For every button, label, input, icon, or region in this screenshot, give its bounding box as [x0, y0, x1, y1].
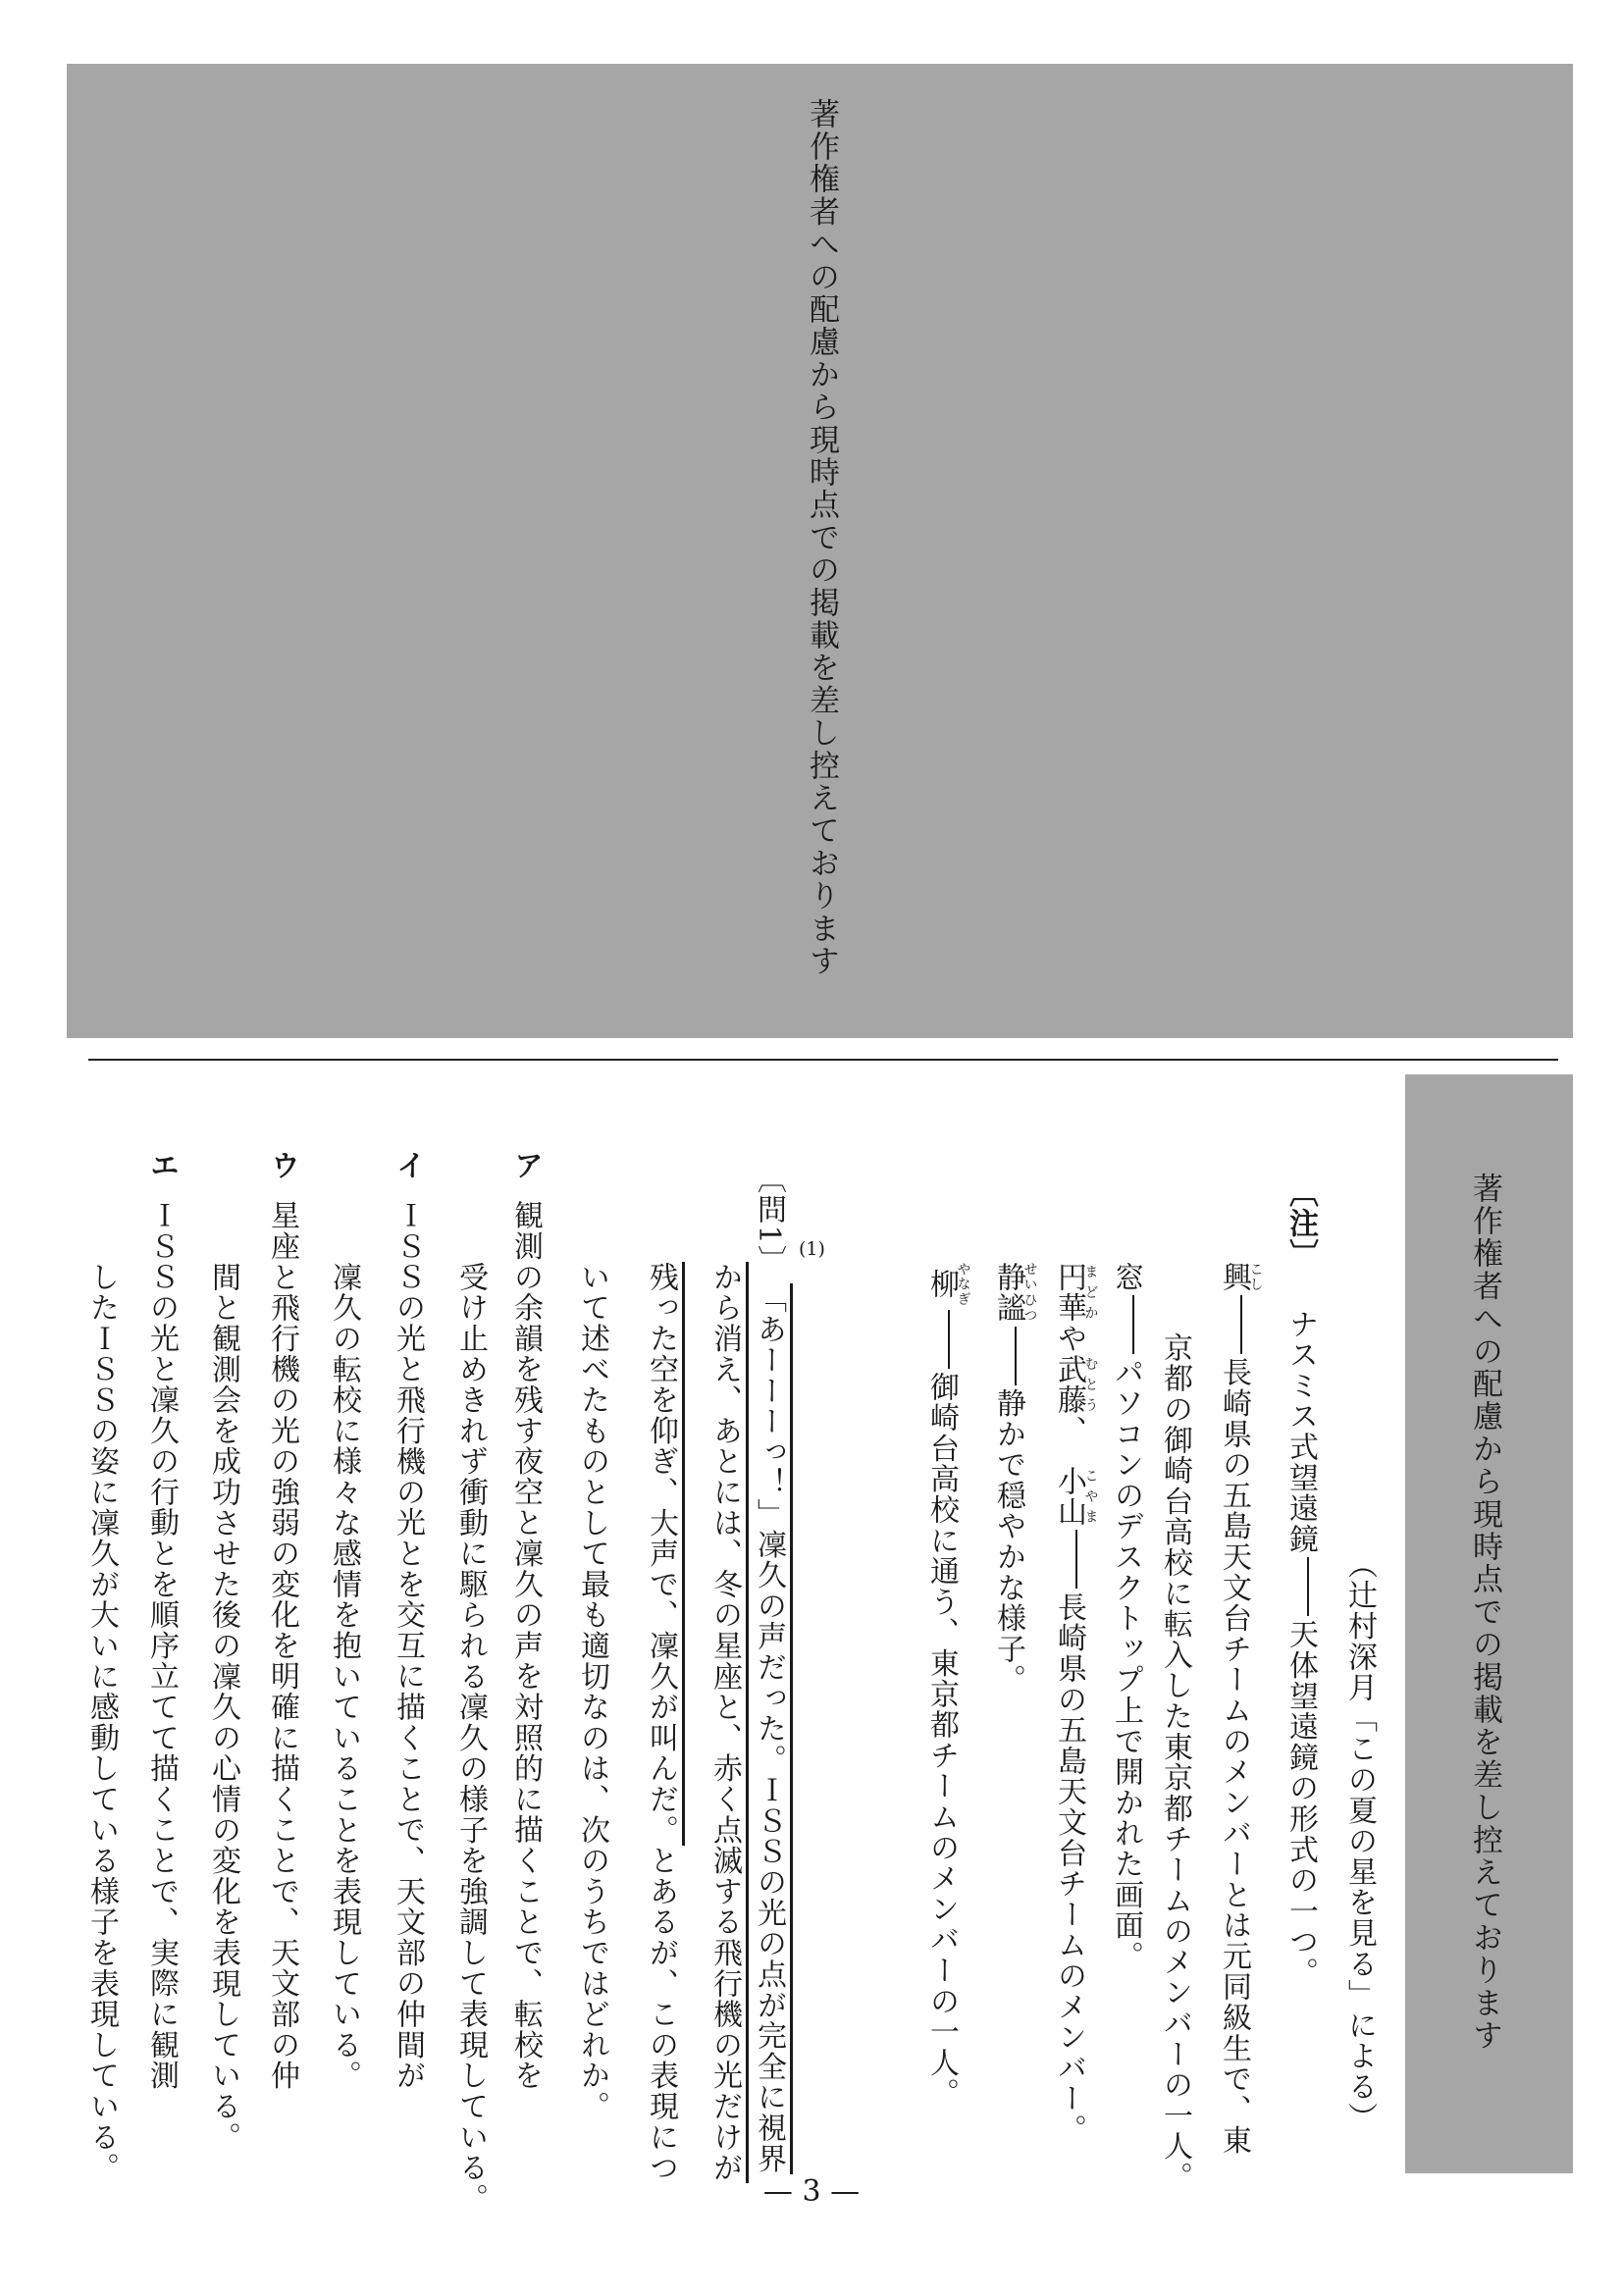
note-desc: 御崎台高校に通う、東京都チームのメンバーの一人。 — [924, 1371, 959, 2110]
underlined-passage: 「あーーーっ！」凜久の声だった。ＩＳＳの光の点が完全に視界 — [752, 1283, 793, 2174]
question-text-line — [707, 1262, 741, 2183]
divider — [88, 1059, 1558, 1061]
dash — [1132, 1295, 1134, 1354]
note-desc: パソコンのデスクトップ上で開かれた画面。 — [1109, 1357, 1143, 1972]
question-label: 〔問1〕 — [752, 1164, 786, 1277]
note-item — [924, 1262, 970, 2109]
choice-label: ウ — [265, 1150, 299, 1181]
underlined-passage: から消え、あとには、冬の星座と、赤く点滅する飛行機の光だけが — [707, 1262, 749, 2183]
note-item — [1109, 1262, 1148, 1971]
redacted-image-block — [67, 64, 1573, 1038]
page-number: — 3 — — [762, 2174, 861, 2209]
redaction-notice: 著作権者への配慮から現時点での掲載を差し控えております — [804, 98, 839, 978]
note-desc: 静かで穏やかな様子。 — [991, 1387, 1025, 1696]
choice-e-continued: したＩＳＳの姿に凜久が大いに感動している様子を表現している。 — [84, 1262, 119, 2183]
dash — [1307, 1557, 1309, 1616]
note-term: 興こし — [1217, 1262, 1264, 1293]
underlined-passage: 残った空を仰ぎ、大声で、凜久が叫んだ。 — [644, 1262, 685, 1846]
choice-label: イ — [391, 1150, 425, 1181]
dash — [1240, 1295, 1242, 1354]
choice-label: エ — [144, 1150, 179, 1181]
note-item — [991, 1262, 1037, 1696]
choice-label: ア — [508, 1150, 543, 1181]
redacted-text-block — [1405, 1074, 1573, 2173]
note-term: 静謐せいひつ — [991, 1262, 1038, 1324]
note-desc: 天体望遠鏡の形式の一つ。 — [1283, 1619, 1318, 1988]
dash — [1015, 1327, 1017, 1385]
question-text: とあるが、この表現につ — [644, 1845, 678, 2184]
choice-e[interactable]: エＩＳＳの光と凜久の行動とを順序立てて描くことで、実際に観測 — [144, 1150, 179, 2092]
notes-label: 〔注〕 — [1283, 1177, 1318, 1270]
note-term: ナスミス式望遠鏡 — [1283, 1308, 1318, 1555]
underline-marker: (1) — [799, 1238, 825, 1260]
dash — [948, 1310, 950, 1369]
choice-a-continued: 受け止めきれず衝動に駆られる凜久の様子を強調して表現している。 — [453, 1262, 488, 2215]
note-item — [1283, 1177, 1323, 1988]
note-item: 円華まどかや武藤むとう、小山こやま長崎県の五島天文台チームのメンバー。 — [1052, 1262, 1099, 2145]
note-desc: 長崎県の五島天文台チームのメンバー。 — [1052, 1592, 1086, 2145]
question-text-line — [644, 1262, 677, 2183]
question-text-line — [752, 1164, 785, 2174]
choice-u-continued: 間と観測会を成功させた後の凜久の心情の変化を表現している。 — [206, 1262, 240, 2153]
question-text-line: いて述べたものとして最も適切なのは、次のうちではどれか。 — [575, 1262, 609, 2122]
redaction-notice: 著作権者への配慮から現時点での掲載を差し控えております — [1467, 1173, 1502, 2053]
note-term: 窓 — [1109, 1262, 1143, 1293]
note-item — [1217, 1262, 1263, 2156]
note-term: 柳やなぎ — [924, 1262, 971, 1307]
choice-a[interactable]: ア観測の余韻を残す夜空と凜久の声を対照的に描くことで、転校を — [508, 1150, 543, 2092]
choice-u[interactable]: ウ星座と飛行機の光の強弱の変化を明確に描くことで、天文部の仲 — [265, 1150, 299, 2092]
note-desc-continued: 京都の御崎台高校に転入した東京都チームのメンバーの一人。 — [1158, 1332, 1192, 2193]
choice-i-continued: 凜久の転校に様々な感情を抱いていることを表現している。 — [327, 1262, 361, 2092]
note-desc: 長崎県の五島天文台チームのメンバーとは元同級生で、東 — [1217, 1357, 1251, 2157]
choice-i[interactable]: イＩＳＳの光と飛行機の光とを交互に描くことで、天文部の仲間が — [391, 1150, 425, 2092]
dash — [1075, 1530, 1077, 1589]
source-citation: （辻村深月「この夏の星を見る」による） — [1342, 1549, 1377, 2133]
